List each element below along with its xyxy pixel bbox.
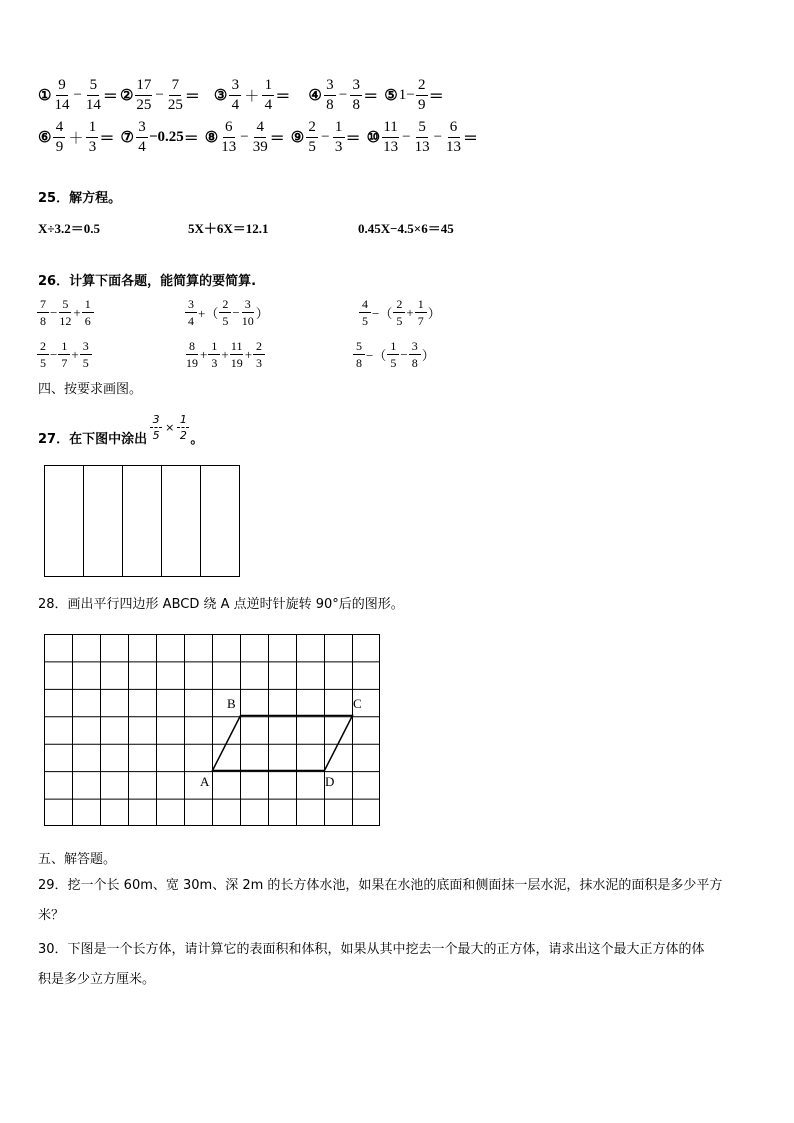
parallelogram-abcd	[213, 716, 353, 771]
q26-expr-2: $\frac{3}{4}$ +（ $\frac{2}{5}$ − $\frac{3}{10}$ ）	[184, 298, 269, 327]
oral-item-4: ④ $\frac{3}{8}$ − $\frac{3}{8}$ ＝	[308, 77, 379, 113]
fraction: $\frac{3}{4}$	[229, 78, 241, 113]
oral-item-5: ⑤ 1− $\frac{2}{9}$ ＝	[384, 77, 444, 113]
oral-item-2: ② $\frac{17}{25}$ − $\frac{7}{25}$ ＝	[119, 77, 200, 113]
fraction: $\frac{7}{8}$	[37, 298, 49, 327]
oral-row-2	[38, 120, 478, 155]
fraction: $\frac{1}{7}$	[58, 340, 70, 369]
fraction: $\frac{6}{13}$	[221, 119, 237, 155]
q26-expr-1: $\frac{7}{8}$ − $\frac{5}{12}$ + $\frac{1}{6}$	[36, 298, 95, 327]
fraction: $\frac{5}{14}$	[85, 77, 101, 113]
fraction: $\frac{7}{25}$	[167, 77, 183, 113]
fraction: $\frac{1}{3}$	[333, 120, 345, 155]
q25-equation-1: X÷3.2＝0.5	[38, 221, 101, 236]
q29-line-2: 米？	[38, 908, 65, 923]
fraction: $\frac{1}{5}$	[387, 340, 399, 369]
oral-item-1: ① $\frac{9}{14}$ − $\frac{5}{14}$ ＝	[38, 77, 118, 113]
fraction: $\frac{1}{3}$	[86, 120, 98, 155]
q30-line-1: 30．下图是一个长方体，请计算它的表面积和体积，如果从其中挖去一个最大的正方体，请求出这个最大正方体的体	[38, 942, 705, 957]
section-4-heading: 四、按要求画图。	[38, 382, 143, 397]
oral-item-7: ⑦ $\frac{3}{4}$ −0.25 ＝	[120, 119, 199, 155]
q26-expr-3: $\frac{4}{5}$ −（ $\frac{2}{5}$ + $\frac{1}{7}$ ）	[358, 298, 441, 327]
fraction: $\frac{5}{13}$	[414, 119, 430, 155]
fraction: $\frac{9}{14}$	[54, 77, 70, 113]
fraction: $\frac{3}{4}$	[185, 298, 197, 327]
point-label-c: C	[353, 696, 362, 711]
q27-column[interactable]	[84, 466, 123, 576]
fraction: $\frac{1}{2}$	[177, 414, 189, 441]
q27-column[interactable]	[45, 466, 84, 576]
fraction: $\frac{1}{7}$	[415, 298, 427, 327]
fraction: $\frac{8}{19}$	[186, 339, 198, 370]
fraction: $\frac{2}{9}$	[416, 78, 428, 113]
q25-equation-3: 0.45X−4.5×6＝45	[358, 221, 454, 236]
fraction: $\frac{4}{39}$	[252, 119, 268, 155]
oral-row-1	[38, 78, 444, 113]
q27-column[interactable]	[123, 466, 162, 576]
fraction: $\frac{2}{5}$	[37, 340, 49, 369]
section-5-heading: 五、解答题。	[38, 852, 117, 867]
oral-item-9: ⑨ $\frac{2}{5}$ − $\frac{1}{3}$ ＝	[290, 119, 361, 155]
fraction: $\frac{1}{3}$	[208, 340, 220, 369]
q26-expr-5: $\frac{8}{19}$ + $\frac{1}{3}$ + $\frac{11}{19}$ + $\frac{2}{3}$	[184, 340, 266, 369]
q26-expr-6: $\frac{5}{8}$ −（ $\frac{1}{5}$ − $\frac{3}{8}$ ）	[352, 340, 435, 369]
oral-item-6: ⑥ $\frac{4}{9}$ ＋ $\frac{1}{3}$ ＝	[38, 119, 115, 155]
q28-title: 28．画出平行四边形 ABCD 绕 A 点逆时针旋转 90°后的图形。	[38, 597, 404, 612]
oral-item-8: ⑧ $\frac{6}{13}$ − $\frac{4}{39}$ ＝	[204, 119, 285, 155]
q28-grid-svg	[44, 634, 380, 826]
q25-title: 25．解方程。	[38, 191, 122, 206]
fraction: $\frac{3}{8}$	[350, 78, 362, 113]
fraction: $\frac{6}{13}$	[446, 119, 462, 155]
fraction: $\frac{2}{5}$	[219, 298, 231, 327]
fraction: $\frac{5}{12}$	[59, 297, 72, 328]
fraction: $\frac{2}{5}$	[306, 120, 318, 155]
fraction: $\frac{3}{4}$	[136, 120, 148, 155]
fraction: $\frac{2}{3}$	[253, 340, 265, 369]
fraction: $\frac{3}{5}$	[80, 340, 92, 369]
fraction: $\frac{17}{25}$	[136, 77, 152, 113]
q28-grid[interactable]	[44, 634, 380, 826]
q26-expr-4: $\frac{2}{5}$ − $\frac{1}{7}$ + $\frac{3}{5}$	[36, 340, 93, 369]
fraction: $\frac{3}{8}$	[324, 78, 336, 113]
fraction: $\frac{3}{5}$	[150, 414, 162, 441]
fraction: $\frac{4}{9}$	[53, 120, 65, 155]
q25-equation-2: 5X＋6X＝12.1	[188, 221, 269, 236]
q29-line-1: 29．挖一个长 60m、宽 30m、深 2m 的长方体水池，如果在水池的底面和侧面抹一层水泥，抹水泥的面积是多少平方	[38, 878, 723, 893]
fraction: $\frac{11}{13}$	[383, 119, 399, 155]
fraction: $\frac{5}{8}$	[353, 340, 365, 369]
q27-column[interactable]	[201, 466, 239, 576]
fraction: $\frac{1}{6}$	[82, 298, 94, 327]
oral-item-10: ⑩ $\frac{11}{13}$ − $\frac{5}{13}$ − $\frac{6}{13}$ ＝	[366, 119, 479, 155]
point-label-d: D	[325, 774, 335, 789]
fraction: $\frac{1}{4}$	[262, 78, 274, 113]
q27-prompt: 27．在下图中涂出 $\frac{3}{5}$ × $\frac{1}{2}$ 。	[38, 413, 204, 447]
q27-rectangle[interactable]	[44, 465, 240, 577]
oral-item-3: ③ $\frac{3}{4}$ ＋ $\frac{1}{4}$ ＝	[213, 77, 291, 113]
fraction: $\frac{2}{5}$	[393, 298, 405, 327]
fraction: $\frac{4}{5}$	[359, 298, 371, 327]
q26-title: 26．计算下面各题，能简算的要简算.	[38, 274, 257, 289]
fraction: $\frac{11}{19}$	[230, 339, 243, 370]
point-label-b: B	[227, 696, 236, 711]
point-label-a: A	[200, 774, 210, 789]
fraction: $\frac{3}{10}$	[241, 297, 254, 328]
fraction: $\frac{3}{8}$	[409, 340, 421, 369]
q27-column[interactable]	[162, 466, 201, 576]
q30-line-2: 积是多少立方厘米。	[38, 972, 156, 987]
